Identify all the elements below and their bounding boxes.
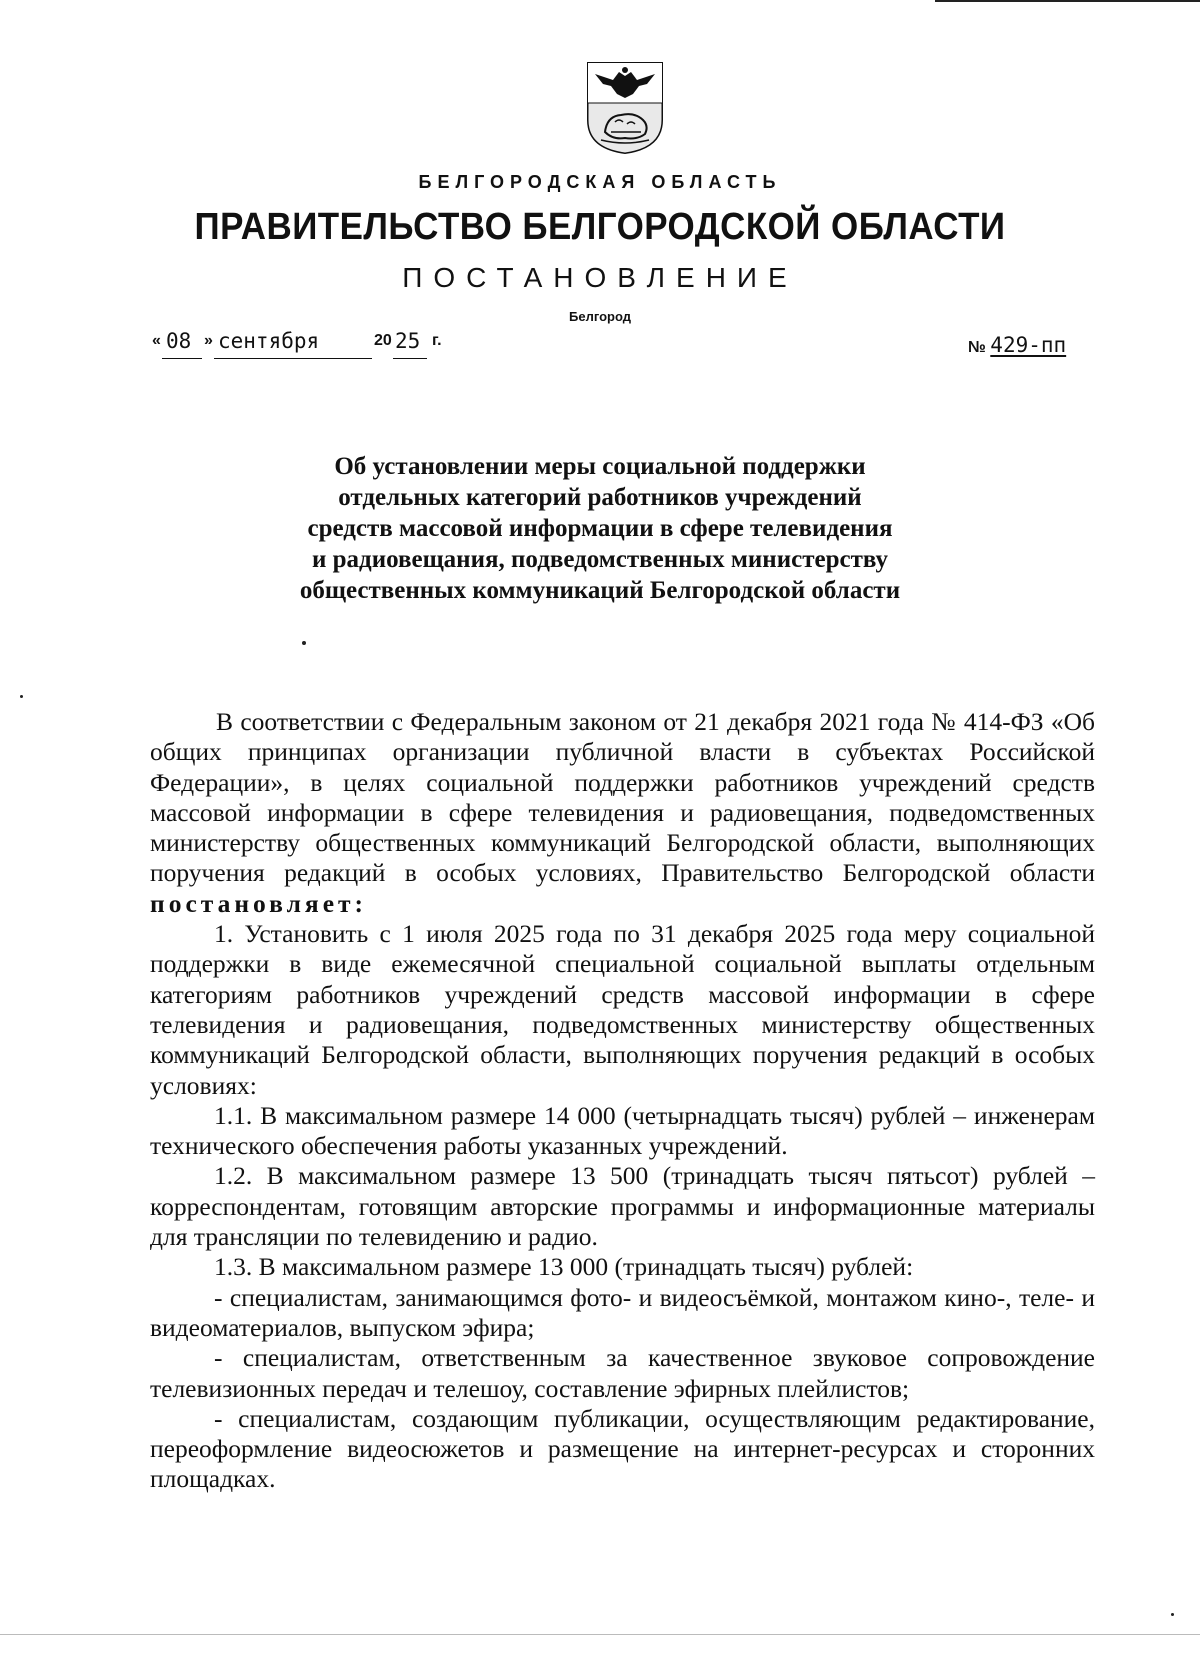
date-close-quote: » bbox=[204, 332, 213, 349]
document-body bbox=[150, 707, 1095, 1495]
document-title bbox=[0, 451, 1200, 606]
date-day-underline bbox=[162, 358, 202, 359]
item-1-1-paragraph: 1.1. В максимальном размере 14 000 (четырнадцать тысяч) рублей – инженерам технического обеспечения работы указанных учреждений. bbox=[150, 1100, 1095, 1161]
date-year-prefix: 20 bbox=[374, 332, 392, 349]
city-label: Белгород bbox=[569, 309, 631, 324]
number-value: 429-пп bbox=[990, 333, 1067, 357]
scan-speck bbox=[1171, 1613, 1174, 1616]
scan-speck bbox=[20, 695, 23, 698]
title-line: отдельных категорий работников учреждений bbox=[338, 484, 862, 511]
scan-edge-line bbox=[0, 1634, 1200, 1635]
date-day: 08 bbox=[166, 329, 192, 353]
preamble-paragraph bbox=[150, 707, 1095, 919]
document-type-heading: ПОСТАНОВЛЕНИЕ bbox=[402, 262, 798, 293]
item-1-2-paragraph: 1.2. В максимальном размере 13 500 (тринадцать тысяч пятьсот) рублей – корреспондентам, готовящим авторские программы и информационные материалы для трансляции по телевидению и радио. bbox=[150, 1161, 1095, 1252]
item-1-paragraph: 1. Установить с 1 июля 2025 года по 31 декабря 2025 года меру социальной поддержки в виде ежемесячной специальной социальной выплаты отдельным категориям работников учреждений средств массовой информации в сфере телевидения и радиовещания, подведомственных министерству общественных коммуникаций Белгородской области, выполняющих поручения редакций в особых условиях: bbox=[150, 919, 1095, 1100]
title-line: и радиовещания, подведомственных министерству bbox=[311, 546, 888, 573]
title-line: общественных коммуникаций Белгородской области bbox=[299, 577, 901, 604]
list-item: - специалистам, занимающимся фото- и видеосъёмкой, монтажом кино-, теле- и видеоматериалов, выпуском эфира; bbox=[150, 1282, 1095, 1342]
government-heading: ПРАВИТЕЛЬСТВО БЕЛГОРОДСКОЙ ОБЛАСТИ bbox=[194, 206, 1006, 248]
scan-edge-line bbox=[935, 0, 1200, 2]
date-month-underline bbox=[214, 358, 372, 359]
list-item: - специалистам, ответственным за качественное звуковое сопровождение телевизионных передач и телешоу, составление эфирных плейлистов; bbox=[150, 1343, 1095, 1403]
date-year-mark: г. bbox=[432, 332, 442, 349]
title-line: средств массовой информации в сфере телевидения bbox=[307, 515, 893, 542]
date-year-underline bbox=[393, 358, 427, 359]
region-heading: БЕЛГОРОДСКАЯ ОБЛАСТЬ bbox=[418, 172, 782, 192]
scan-speck bbox=[302, 641, 306, 645]
title-line: Об установлении меры социальной поддержки bbox=[334, 453, 866, 480]
belgorod-coat-of-arms-icon bbox=[585, 60, 665, 155]
date-open-quote: « bbox=[152, 332, 161, 349]
number-label: № bbox=[968, 339, 986, 356]
list-item: - специалистам, создающим публикации, осуществляющим редактирование, переоформление видеосюжетов и размещение на интернет-ресурсах и сторонних площадках. bbox=[150, 1403, 1095, 1494]
item-1-3-paragraph: 1.3. В максимальном размере 13 000 (тринадцать тысяч) рублей: bbox=[214, 1252, 914, 1282]
date-year-suffix: 25 bbox=[395, 329, 421, 353]
document-number bbox=[968, 333, 1066, 357]
preamble-text: В соответствии с Федеральным законом от 21 декабря 2021 года № 414-ФЗ «Об общих принципах организации публичной власти в субъектах Российской Федерации», в целях социальной поддержки работников учреждений средств массовой информации в сфере телевидения и радиовещания, подведомственных министерству общественных коммуникаций Белгородской области, выполняющих поручения редакций в особых условиях, Правительство Белгородской области bbox=[150, 707, 1095, 888]
date-month: сентября bbox=[218, 329, 320, 353]
decree-word: постановляет: bbox=[150, 888, 368, 918]
